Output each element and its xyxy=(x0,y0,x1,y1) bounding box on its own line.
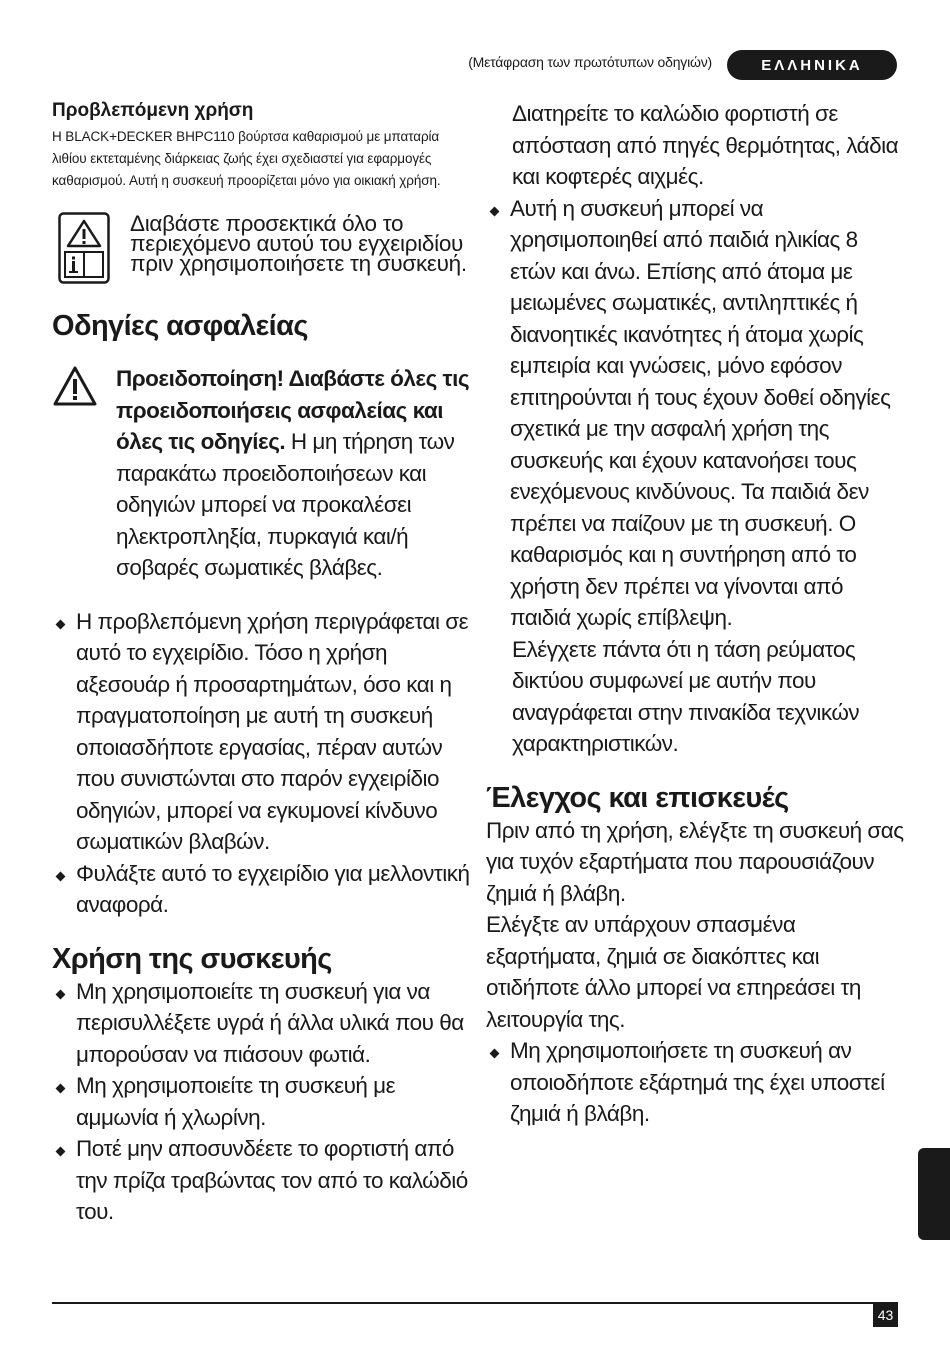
inspection-paragraph-2: Ελέγξτε αν υπάρχουν σπασμένα εξαρτήματα, ζημιά σε διακόπτες και οτιδήποτε άλλο μπορεί να επηρεάσει τη λειτουργία της. xyxy=(486,912,861,1032)
charger-cable-text: Διατηρείτε το καλώδιο φορτιστή σε απόσταση από πηγές θερμότητας, λάδια και κοφτερές αιχμές. xyxy=(512,101,899,189)
voltage-text: Ελέγχετε πάντα ότι η τάση ρεύματος δικτύου συμφωνεί με αυτήν που αναγράφεται στην πινακίδα τεχνικών χαρακτηριστικών. xyxy=(512,636,860,756)
children-bullets xyxy=(486,193,906,634)
list-item: Μη χρησιμοποιείτε τη συσκευή για να περισυλλέξετε υγρά ή άλλα υλικά που θα μπορούσαν να πιάσουν φωτιά. xyxy=(52,976,472,1071)
manual-notice-text: Διαβάστε προσεκτικά όλο το περιεχόμενο αυτού του εγχειριδίου πριν χρησιμοποιήσετε τη συσκευή. xyxy=(130,211,467,276)
language-badge: ΕΛΛΗΝΙΚΑ xyxy=(727,50,897,80)
inspection-bullets xyxy=(486,1035,906,1130)
usage-title: Χρήση της συσκευής xyxy=(52,942,332,975)
translation-note: (Μετάφραση των πρωτότυπων οδηγιών) xyxy=(468,54,712,70)
left-column xyxy=(52,98,472,1228)
safety-warning-body: Η μη τήρηση των παρακάτω προειδοποιήσεων και οδηγιών μπορεί να προκαλέσει ηλεκτροπληξία, πυρκαγιά και/ή σοβαρές σωματικές βλάβες. xyxy=(116,429,455,580)
warning-triangle-icon xyxy=(52,365,98,407)
page-number: 43 xyxy=(873,1303,898,1327)
list-item: Αυτή η συσκευή μπορεί να χρησιμοποιηθεί από παιδιά ηλικίας 8 ετών και άνω. Επίσης από άτομα με μειωμένες σωματικές, αντιληπτικές ή διανοητικές ικανότητες ή άτομα χωρίς εμπειρία και γνώσεις, μόνο εφόσον επιτηρούνται ή τους έχουν δοθεί οδηγίες σχετικά με την ασφαλή χρήση της συσκευής και έχουν κατανοήσει τους ενεχόμενους κινδύνους. Τα παιδιά δεν πρέπει να παίζουν με τη συσκευή. Ο καθαρισμός και η συντήρηση από το χρήστη δεν πρέπει να γίνονται από παιδιά χωρίς επίβλεψη. xyxy=(486,193,906,634)
safety-warning-text xyxy=(116,363,472,584)
inspection-paragraph-1: Πριν από τη χρήση, ελέγξτε τη συσκευή σας για τυχόν εξαρτήματα που παρουσιάζουν ζημιά ή βλάβη. xyxy=(486,817,904,906)
list-item: Μη χρησιμοποιείτε τη συσκευή με αμμωνία ή χλωρίνη. xyxy=(52,1070,472,1133)
list-item: Ποτέ μην αποσυνδέετε το φορτιστή από την πρίζα τραβώντας τον από το καλώδιό του. xyxy=(52,1133,472,1228)
list-item: Η προβλεπόμενη χρήση περιγράφεται σε αυτό το εγχειρίδιο. Τόσο η χρήση αξεσουάρ ή προσαρτημάτων, όσο και η πραγματοποίηση με αυτή τη συσκευή οποιασδήποτε εργασίας, πέραν αυτών που συνιστώνται στο παρόν εγχειρίδιο οδηγιών, μπορεί να εγκυμονεί κίνδυνο σωματικών βλαβών. xyxy=(52,606,472,858)
safety-bullets xyxy=(52,606,472,921)
safety-warning-bold: Προειδοποίηση! Διαβάστε όλες τις προειδοποιήσεις ασφαλείας και όλες τις οδηγίες. xyxy=(116,366,470,454)
intended-use-text: Η BLACK+DECKER BHPC110 βούρτσα καθαρισμού με μπαταρία λιθίου εκτεταμένης διάρκειας ζωής έχει σχεδιαστεί για εφαρμογές καθαρισμού. Αυτή η συσκευή προορίζεται μόνο για οικιακή χρήση. xyxy=(52,129,441,188)
footer-divider xyxy=(52,1302,898,1304)
inspection-title: Έλεγχος και επισκευές xyxy=(486,781,789,814)
manual-notice xyxy=(52,208,472,288)
right-column xyxy=(486,98,906,1130)
safety-warning xyxy=(52,363,472,584)
safety-title: Οδηγίες ασφαλείας xyxy=(52,310,308,342)
list-item: Φυλάξτε αυτό το εγχειρίδιο για μελλοντική αναφορά. xyxy=(52,858,472,921)
read-manual-icon xyxy=(58,212,110,284)
usage-bullets xyxy=(52,976,472,1228)
intended-use-title: Προβλεπόμενη χρήση xyxy=(52,100,254,121)
list-item: Μη χρησιμοποιήσετε τη συσκευή αν οποιοδήποτε εξάρτημά της έχει υποστεί ζημιά ή βλάβη. xyxy=(486,1035,906,1130)
section-tab xyxy=(918,1148,950,1240)
